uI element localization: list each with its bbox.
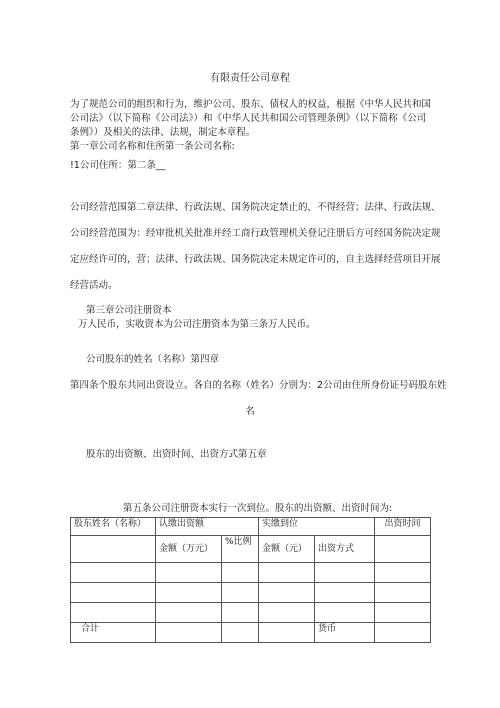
table-header-row bbox=[71, 518, 431, 536]
table-cell bbox=[156, 623, 222, 643]
registered-capital-line: 万人民币，实收资本为公司注册资本为第三条万人民币。 bbox=[78, 319, 316, 330]
article-4-line: 第四条个股东共同出资设立。各自的名称（姓名）分别为：2公司由住所身份证号码股东姓 bbox=[70, 380, 447, 391]
article-4-continuation: 名 bbox=[245, 406, 255, 417]
subheader-ratio: %比例 bbox=[222, 536, 259, 563]
table-row bbox=[71, 603, 431, 623]
table-cell bbox=[259, 603, 315, 623]
table-cell bbox=[375, 536, 431, 563]
shareholder-contribution-table bbox=[70, 517, 431, 643]
subheader-amount-wan: 金额（万元） bbox=[156, 536, 222, 563]
chapter-3-heading: 第三章公司注册资本 bbox=[86, 305, 172, 316]
table-cell bbox=[375, 583, 431, 603]
table-cell bbox=[315, 583, 375, 603]
header-paid-in: 实缴到位 bbox=[259, 518, 375, 536]
chapter-4-heading: 公司股东的姓名（名称）第四章 bbox=[86, 354, 220, 365]
table-total-row bbox=[71, 623, 431, 643]
document-title: 有限责任公司章程 bbox=[210, 73, 290, 84]
table-cell bbox=[259, 583, 315, 603]
table-cell bbox=[375, 563, 431, 583]
table-row bbox=[71, 583, 431, 603]
subheader-method: 出资方式 bbox=[315, 536, 375, 563]
chapter-1-heading: 第一章公司名称和住所第一条公司名称: bbox=[70, 141, 235, 152]
business-scope-line-1: 公司经营范围第二章法律、行政法规、国务院决定禁止的，不得经营；法律、行政法规、 bbox=[70, 202, 441, 213]
table-cell bbox=[222, 583, 259, 603]
business-scope-line-2: 公司经营范围为：经审批机关批准并经工商行政管理机关登记注册后方可经国务院决定规 bbox=[70, 228, 441, 239]
subheader-amount-yuan: 金额（元） bbox=[259, 536, 315, 563]
table-cell bbox=[222, 623, 259, 643]
table-cell bbox=[222, 603, 259, 623]
table-cell bbox=[259, 563, 315, 583]
company-address-line: !1公司住所：第二条__ bbox=[70, 160, 166, 171]
table-cell bbox=[375, 623, 431, 643]
total-method-currency: 货币 bbox=[315, 623, 375, 643]
table-cell bbox=[375, 603, 431, 623]
table-cell bbox=[156, 603, 222, 623]
table-cell bbox=[315, 603, 375, 623]
header-contribution-time: 出资时间 bbox=[375, 518, 431, 536]
table-cell bbox=[71, 603, 156, 623]
total-label: 合计 bbox=[71, 623, 156, 643]
table-cell bbox=[71, 583, 156, 603]
intro-paragraph: 为了规范公司的组织和行为，维护公司、股东、债权人的权益，根据《中华人民共和国公司法》（以下简称《公司法》）和《中华人民共和国公司管理条例》（以下简称《公司条例》）及相关的法律、法规，制定本章程。 bbox=[70, 99, 432, 138]
table-cell bbox=[71, 563, 156, 583]
table-cell bbox=[315, 563, 375, 583]
table-row bbox=[71, 563, 431, 583]
table-subheader-row bbox=[71, 536, 431, 563]
header-subscribed-capital: 认缴出资额 bbox=[156, 518, 259, 536]
table-cell bbox=[156, 563, 222, 583]
table-cell bbox=[222, 563, 259, 583]
business-scope-line-4: 经营活动。 bbox=[70, 280, 118, 291]
chapter-5-heading: 股东的出资额、出资时间、出资方式第五章 bbox=[86, 449, 267, 460]
article-5-line: 第五条公司注册资本实行一次到位。股东的出资额、出资时间为: bbox=[123, 503, 393, 514]
header-shareholder-name: 股东姓名（名称） bbox=[71, 518, 156, 536]
business-scope-line-3: 定应经许可的，营；法律、行政法规、国务院决定未规定许可的，自主选择经营项目开展 bbox=[70, 254, 441, 265]
table-cell bbox=[259, 623, 315, 643]
table-cell bbox=[156, 583, 222, 603]
table-cell bbox=[71, 536, 156, 563]
